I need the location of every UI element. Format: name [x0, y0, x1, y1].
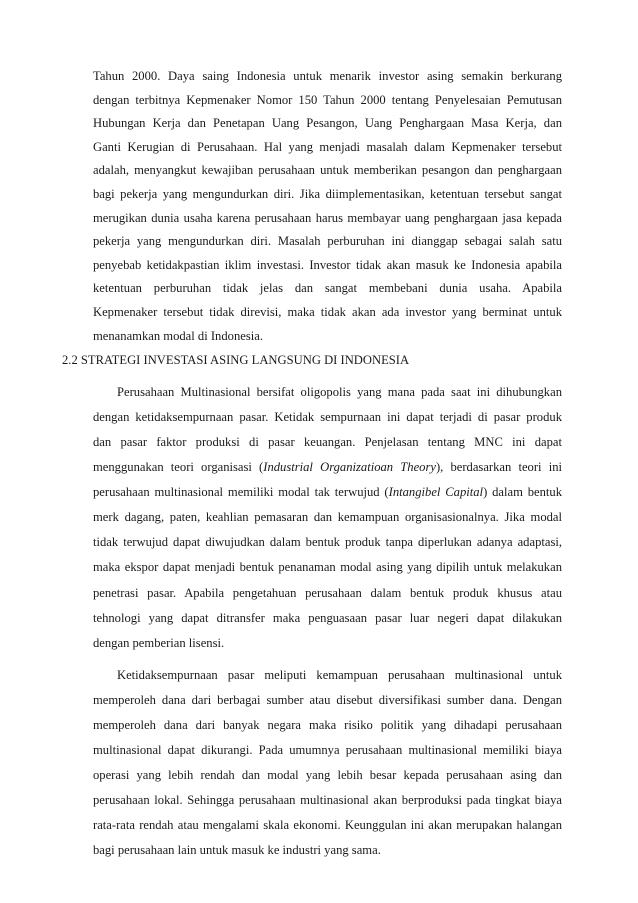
text-line: bagi pekerja yang mengundurkan diri. Jika diimplementasikan, ketentuan tersebut sangat — [93, 187, 562, 201]
text-line: multinasional dapat dikurangi. Pada umumnya perusahaan multinasional memiliki biaya — [93, 743, 562, 757]
text-line: dengan ketidaksempurnaan pasar. Ketidak sempurnaan ini dapat terjadi di pasar produk — [93, 410, 562, 424]
text-line: menggunakan teori organisasi (Industrial Organizatioan Theory), berdasarkan teori ini — [93, 460, 562, 474]
text-line: adalah, menyangkut kewajiban perusahaan untuk memberikan pesangon dan penghargaan — [93, 163, 562, 178]
text-line: penyebab ketidakpastian iklim investasi. Investor tidak akan masuk ke Indonesia apabila — [93, 257, 562, 272]
text-line: Tahun 2000. Daya saing Indonesia untuk menarik investor asing semakin berkurang — [93, 69, 562, 83]
text-line: dan pasar faktor produksi di pasar keuangan. Penjelasan tentang MNC ini dapat — [93, 435, 562, 449]
text-line: ketentuan perburuhan tidak jelas dan sangat membebani dunia usaha. Apabila — [93, 281, 562, 296]
text-line: Ketidaksempurnaan pasar meliputi kemampuan perusahaan multinasional untuk — [117, 668, 562, 682]
text-line: penetrasi pasar. Apabila pengetahuan perusahaan dalam bentuk produk khusus atau — [93, 586, 562, 600]
text-line: dengan terbitnya Kepmenaker Nomor 150 Tahun 2000 tentang Penyelesaian Pemutusan — [93, 92, 562, 107]
text-line: pekerja yang mengundurkan diri. Masalah perburuhan ini dianggap sebagai salah satu — [93, 234, 562, 249]
text-line: tidak terwujud dapat diwujudkan dalam bentuk produk tanpa diperlukan adanya adaptasi, — [93, 535, 562, 549]
italic-term: Industrial Organizatioan Theory — [263, 460, 436, 474]
text-line: Kepmenaker tersebut tidak direvisi, maka tidak akan ada investor yang berminat untuk — [93, 305, 562, 319]
text-line: merugikan dunia usaha karena perusahaan harus membayar uang penghargaan jasa kepada — [93, 210, 562, 225]
text-line: memperoleh dana dari banyak negara maka risiko politik yang dihadapi perusahaan — [93, 718, 562, 732]
text-line: perusahaan multinasional memiliki modal tak terwujud (Intangibel Capital) dalam bentuk — [93, 485, 562, 499]
text-line: Ganti Kerugian di Perusahaan. Hal yang menjadi masalah dalam Kepmenaker tersebut — [93, 139, 562, 154]
text-line: bagi perusahaan lain untuk masuk ke industri yang sama. — [93, 843, 381, 857]
text-line: operasi yang lebih rendah dan modal yang lebih besar kepada perusahaan asing dan — [93, 768, 562, 782]
text-line: Perusahaan Multinasional bersifat oligopolis yang mana pada saat ini dihubungkan — [117, 385, 562, 399]
section-heading: 2.2 STRATEGI INVESTASI ASING LANGSUNG DI INDONESIA — [62, 353, 410, 367]
italic-term: Intangibel Capital — [388, 485, 484, 499]
text-line: rata-rata rendah atau mengalami skala ekonomi. Keunggulan ini akan merupakan halangan — [93, 818, 562, 832]
text-line: tehnologi yang dapat ditransfer maka penguasaan pasar luar negeri dapat dilakukan — [93, 611, 562, 625]
text-line: Hubungan Kerja dan Penetapan Uang Pesangon, Uang Penghargaan Masa Kerja, dan — [93, 116, 562, 131]
text-line: merk dagang, paten, keahlian pemasaran dan kemampuan organisasionalnya. Jika modal — [93, 510, 562, 524]
text-line: memperoleh dana dari berbagai sumber atau disebut diversifikasi sumber dana. Dengan — [93, 693, 562, 707]
text-line: maka ekspor dapat menjadi bentuk penanaman modal asing yang dipilih untuk melakukan — [93, 560, 562, 574]
text-line: menanamkan modal di Indonesia. — [93, 328, 263, 343]
text-line: dengan pemberian lisensi. — [93, 636, 225, 650]
text-line: perusahaan lokal. Sehingga perusahaan multinasional akan berproduksi pada tingkat biaya — [93, 793, 562, 807]
